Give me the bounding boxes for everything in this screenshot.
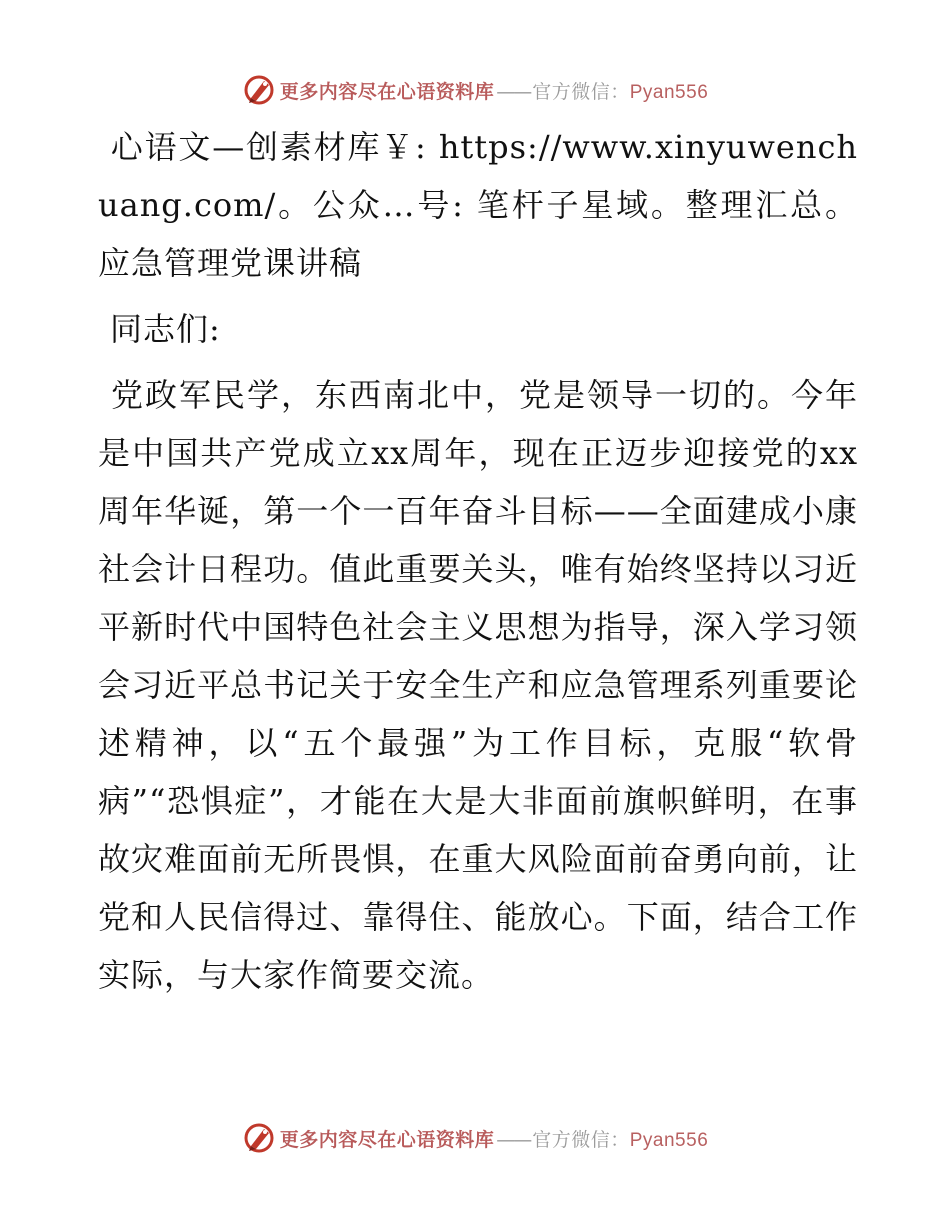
watermark-wechat-id: Pyan556: [629, 1129, 709, 1151]
pen-logo-icon: [242, 1121, 276, 1155]
header-line: 心语文—创素材库￥: https://www.xinyuwenchuang.com/。公众…号: 笔杆子星域。整理汇总。应急管理党课讲稿: [98, 128, 858, 282]
body-paragraph: [98, 366, 858, 1004]
salutation-paragraph: [98, 300, 858, 358]
watermark-banner-bottom: [0, 1120, 950, 1156]
watermark-dash: ——: [496, 1128, 531, 1151]
watermark-main-text: 更多内容尽在心语资料库: [279, 80, 495, 103]
watermark-banner-top: [0, 72, 950, 108]
body-text: 党政军民学，东西南北中，党是领导一切的。今年是中国共产党成立xx周年，现在正迈步迎接党的xx周年华诞，第一个一百年奋斗目标——全面建成小康社会计日程功。值此重要关头，唯有始终坚持以习近平新时代中国特色社会主义思想为指导，深入学习领会习近平总书记关于安全生产和应急管理系列重要论述精神，以“五个最强”为工作目标，克服“软骨病”“恐惧症”，才能在大是大非面前旗帜鲜明，在事故灾难面前无所畏惧，在重大风险面前奋勇向前，让党和人民信得过、靠得住、能放心。下面，结合工作实际，与大家作简要交流。: [98, 376, 858, 994]
pen-logo-icon: [242, 73, 276, 107]
header-paragraph: [98, 118, 858, 292]
salutation: 同志们:: [110, 310, 221, 348]
watermark-sub-text: 官方微信：: [532, 1128, 630, 1151]
watermark-sub-text: 官方微信：: [532, 80, 630, 103]
watermark-main-text: 更多内容尽在心语资料库: [279, 1128, 495, 1151]
watermark-dash: ——: [496, 80, 531, 103]
watermark-wechat-id: Pyan556: [629, 81, 709, 103]
document-body: [98, 118, 858, 1004]
